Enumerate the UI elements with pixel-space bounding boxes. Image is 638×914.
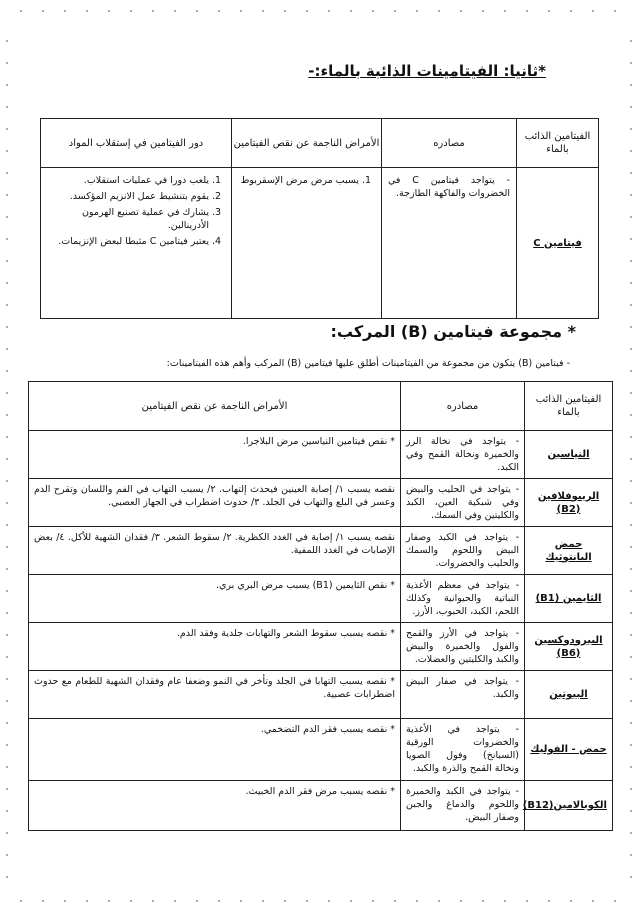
section2-title: * مجموعة فيتامين (B) المركب: <box>330 322 576 341</box>
vitamin-name: الثايمين (B1) <box>525 575 613 623</box>
vitamin-name: البيرودوكسين (B6) <box>525 623 613 671</box>
vitamin-name: حمض - الفوليك <box>525 719 613 781</box>
vitamin-diseases <box>232 168 382 319</box>
vitamin-name: الريبوفلافين (B2) <box>525 479 613 527</box>
vitamin-diseases: نقصه يسبب ١/ إصابة العينين فيحدث إلتهاب. ٢/ يسبب التهاب في الفم واللسان وتقرح الدم وعسر في البلع والتهاب في الجلد. ٣/ حدوث اضطراب في الجهاز العصبي. <box>29 479 401 527</box>
header-sources: مصادره <box>382 119 517 168</box>
vitamin-sources: - يتواجد في معظم الأغذية النباتية والحيوانية وكذلك اللحم، الكبد، الحبوب، الأرز. <box>401 575 525 623</box>
header-roles: دور الفيتامين في إستقلاب المواد <box>41 119 232 168</box>
dotted-border-left <box>4 30 10 884</box>
section1-title: *ثانيا: الفيتامينات الذائبة بالماء:- <box>308 62 546 80</box>
vitamin-b-table <box>28 381 613 831</box>
vitamin-diseases: * نقص فيتامين النياسين مرض البلاجرا. <box>29 431 401 479</box>
role-item: 4. يعتبر فيتامين C مثبطا لبعض الإنزيمات. <box>47 235 209 248</box>
header-diseases: الأمراض الناجمة عن نقص الفيتامين <box>232 119 382 168</box>
header-vitamin: الفيتامين الذائب بالماء <box>517 119 599 168</box>
table-row <box>29 781 613 831</box>
vitamin-diseases: * نقصه يسبب سقوط الشعر والتهابات جلدية وفقد الدم. <box>29 623 401 671</box>
vitamin-diseases: نقصه يسبب ١/ إصابة في الغدد الكظرية. ٢/ سقوط الشعر. ٣/ فقدان الشهية للأكل. ٤/ بعض الإصابات في الغدد اللمفية. <box>29 527 401 575</box>
table-row <box>29 479 613 527</box>
table-row <box>29 431 613 479</box>
vitamin-diseases: * نقصه يسبب فقر الدم التضخمي. <box>29 719 401 781</box>
vitamin-diseases: * نقص الثايمين (B1) يسبب مرض البري بري. <box>29 575 401 623</box>
vitamin-diseases: * نقصه يسبب مرض فقر الدم الخبيث. <box>29 781 401 831</box>
section2-intro: - فيتامين (B) يتكون من مجموعة من الفيتامينات أطلق عليها فيتامين (B) المركب وأهم هذه الفيتامينات: <box>166 358 570 369</box>
vitamin-sources: - يتواجد في الأغذية والخضروات الورقية (السبانخ) وفول الصويا ونخالة القمح والذرة والكبد. <box>401 719 525 781</box>
dotted-border-top <box>10 8 628 14</box>
vitamin-sources: - يتواجد في نخالة الرز والخميرة ونخالة القمح وفي الكبد. <box>401 431 525 479</box>
vitamin-name: النياسين <box>525 431 613 479</box>
vitamin-sources: - يتواجد فيتامين C في الخضروات والفاكهة الطازجة. <box>382 168 517 319</box>
disease-item: 1. يسبب مرض مرض الإسقربوط <box>238 174 359 187</box>
table-row <box>29 575 613 623</box>
table-header-row <box>29 382 613 431</box>
role-item: 2. يقوم بتنشيط عمل الانزيم المؤكسد. <box>47 190 209 203</box>
vitamin-name: الكوبالامين(B12) <box>525 781 613 831</box>
vitamin-name: البيوتين <box>525 671 613 719</box>
vitamin-c-table <box>40 118 599 319</box>
vitamin-roles <box>41 168 232 319</box>
dotted-border-right <box>628 30 634 884</box>
vitamin-sources: - يتواجد في صفار البيض والكبد. <box>401 671 525 719</box>
vitamin-sources: - يتواجد في الأرز والقمح والفول والخميرة والبيض والكبد والكليتين والعضلات. <box>401 623 525 671</box>
vitamin-sources: - يتواجد في الحليب والبيض وفي شبكية العين، الكبد والكليتين وفي السمك. <box>401 479 525 527</box>
table-row <box>29 719 613 781</box>
dotted-border-bottom <box>10 898 628 904</box>
role-item: 1. يلعب دورا في عمليات استقلاب. <box>47 174 209 187</box>
header-sources: مصادره <box>401 382 525 431</box>
role-item: 3. يشارك في عملية تصنيع الهرمون الأدرينالين. <box>47 206 209 232</box>
table-row <box>29 671 613 719</box>
header-vitamin: الفيتامين الذائب بالماء <box>525 382 613 431</box>
vitamin-diseases: * نقصه يسبب التهابا في الجلد وتأخر في النمو وضعفا عام وفقدان الشهية للطعام مع حدوث اضطرابات عصبية. <box>29 671 401 719</box>
vitamin-name: فيتامين C <box>517 168 599 319</box>
table-row <box>29 527 613 575</box>
vitamin-name: حمض البانتوثيك <box>525 527 613 575</box>
header-diseases: الأمراض الناجمة عن نقص الفيتامين <box>29 382 401 431</box>
vitamin-sources: - يتواجد في الكبد والخميرة واللحوم والدماغ والجبن وصفار البيض. <box>401 781 525 831</box>
table-row <box>41 168 599 319</box>
vitamin-sources: - يتواجد في الكبد وصفار البيض واللحوم والسمك والحليب والخضروات. <box>401 527 525 575</box>
table-row <box>29 623 613 671</box>
table-header-row <box>41 119 599 168</box>
